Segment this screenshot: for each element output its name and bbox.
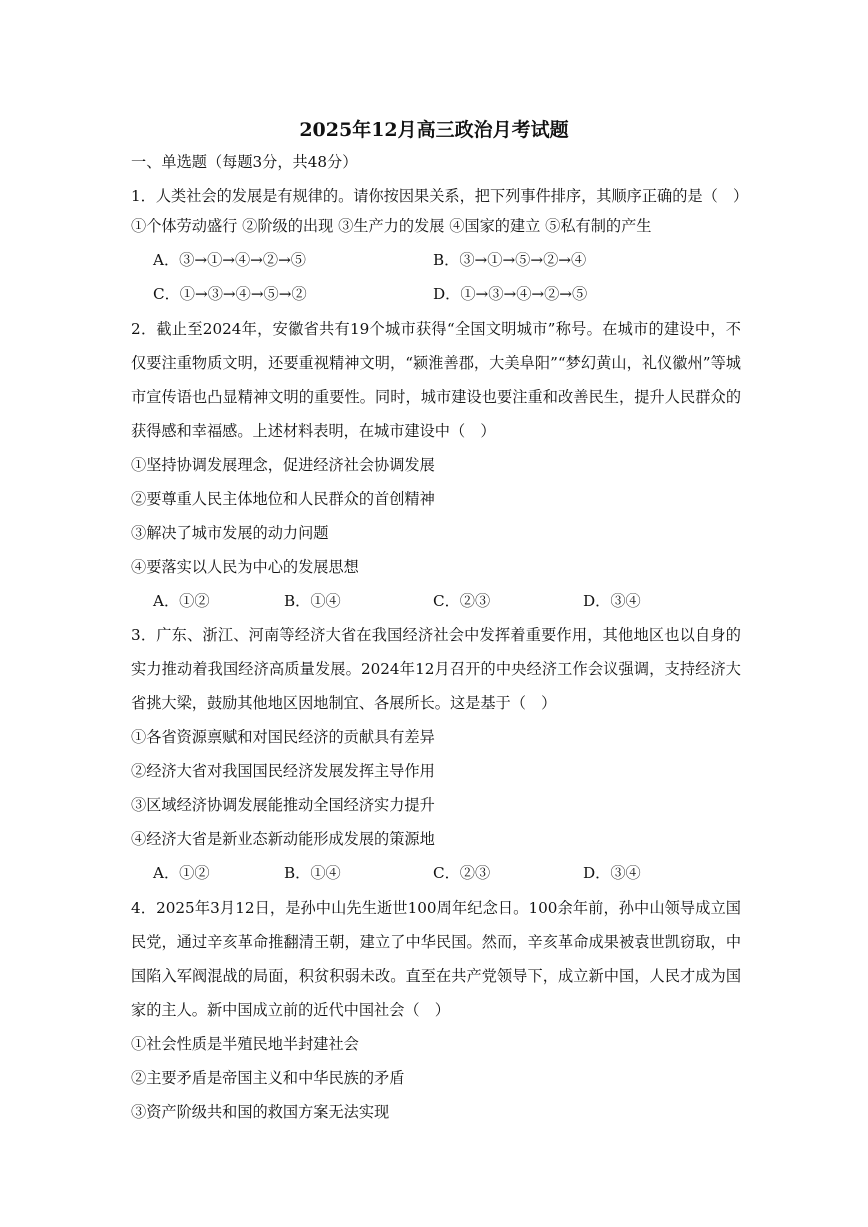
- section-heading: 一、单选题（每题3分，共48分）: [131, 153, 358, 171]
- q1-option-a: A．③→①→④→②→⑤: [153, 251, 306, 269]
- q3-item: ③区域经济协调发展能推动全国经济实力提升: [131, 796, 435, 814]
- q2-stem-line: 仅要注重物质文明，还要重视精神文明，“颍淮善郡，大美阜阳”“梦幻黄山，礼仪徽州”等城: [131, 354, 741, 372]
- q2-option-b: B．①④: [284, 592, 341, 610]
- q1-items: ①个体劳动盛行 ②阶级的出现 ③生产力的发展 ④国家的建立 ⑤私有制的产生: [131, 217, 652, 235]
- q4-item: ①社会性质是半殖民地半封建社会: [131, 1035, 359, 1053]
- q1-stem: 1．人类社会的发展是有规律的。请你按因果关系，把下列事件排序，其顺序正确的是（ ）: [131, 187, 749, 205]
- q1-option-d: D．①→③→④→②→⑤: [433, 285, 588, 303]
- q2-item: ③解决了城市发展的动力问题: [131, 524, 329, 542]
- q4-item: ③资产阶级共和国的救国方案无法实现: [131, 1103, 390, 1121]
- q3-item: ②经济大省对我国国民经济发展发挥主导作用: [131, 762, 435, 780]
- q4-item: ②主要矛盾是帝国主义和中华民族的矛盾: [131, 1069, 405, 1087]
- q3-stem-line: 3．广东、浙江、河南等经济大省在我国经济社会中发挥着重要作用，其他地区也以自身的: [131, 626, 741, 644]
- q4-stem-line: 国陷入军阀混战的局面，积贫积弱未改。直至在共产党领导下，成立新中国，人民才成为国: [131, 967, 741, 985]
- q2-item: ②要尊重人民主体地位和人民群众的首创精神: [131, 490, 435, 508]
- q2-stem-line: 市宣传语也凸显精神文明的重要性。同时，城市建设也要注重和改善民生，提升人民群众的: [131, 388, 741, 406]
- page-title: 2025年12月高三政治月考试题: [299, 119, 569, 141]
- q2-option-c: C．②③: [433, 592, 491, 610]
- q2-option-a: A．①②: [153, 592, 210, 610]
- q3-stem-line: 实力推动着我国经济高质量发展。2024年12月召开的中央经济工作会议强调，支持经济大: [131, 660, 741, 678]
- q2-stem-line: 获得感和幸福感。上述材料表明，在城市建设中（ ）: [131, 422, 496, 440]
- q3-option-d: D．③④: [583, 864, 641, 882]
- q3-stem-line: 省挑大梁，鼓励其他地区因地制宜、各展所长。这是基于（ ）: [131, 694, 557, 712]
- q1-option-c: C．①→③→④→⑤→②: [153, 285, 307, 303]
- q4-stem-line: 家的主人。新中国成立前的近代中国社会（ ）: [131, 1001, 450, 1019]
- q3-option-a: A．①②: [153, 864, 210, 882]
- q2-item: ④要落实以人民为中心的发展思想: [131, 558, 359, 576]
- q4-stem-line: 4．2025年3月12日，是孙中山先生逝世100周年纪念日。100余年前，孙中山领导成立国: [131, 899, 741, 917]
- q3-option-b: B．①④: [284, 864, 341, 882]
- q2-item: ①坚持协调发展理念，促进经济社会协调发展: [131, 456, 435, 474]
- q2-option-d: D．③④: [583, 592, 641, 610]
- q4-stem-line: 民党，通过辛亥革命推翻清王朝，建立了中华民国。然而，辛亥革命成果被袁世凯窃取，中: [131, 933, 741, 951]
- q2-stem-line: 2．截止至2024年，安徽省共有19个城市获得“全国文明城市”称号。在城市的建设中，不: [131, 320, 741, 338]
- q3-item: ④经济大省是新业态新动能形成发展的策源地: [131, 830, 435, 848]
- q3-item: ①各省资源禀赋和对国民经济的贡献具有差异: [131, 728, 435, 746]
- q3-option-c: C．②③: [433, 864, 491, 882]
- q1-option-b: B．③→①→⑤→②→④: [433, 251, 587, 269]
